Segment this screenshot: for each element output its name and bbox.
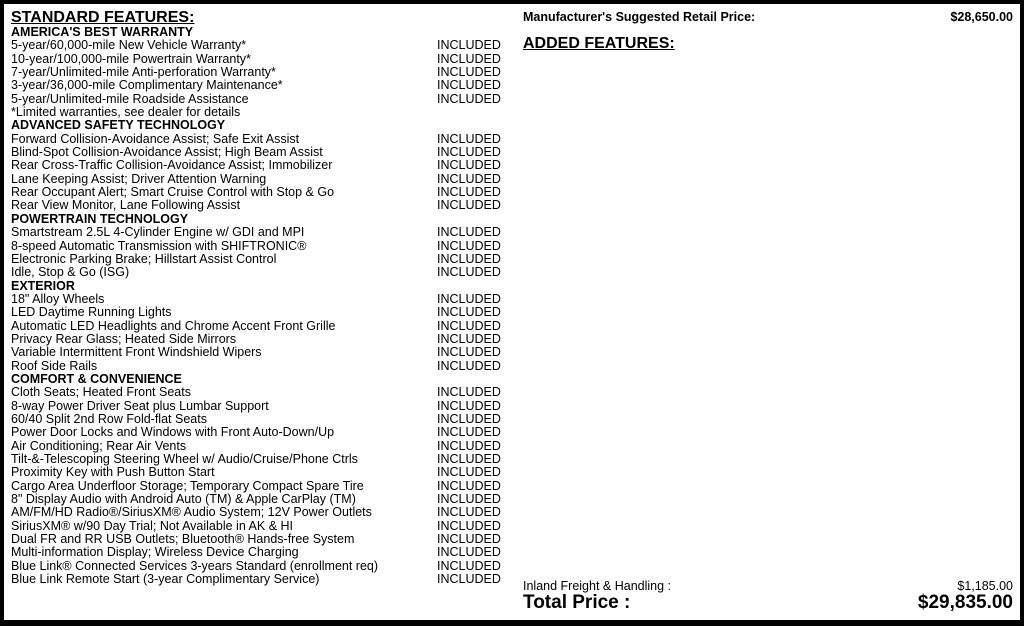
feature-row <box>11 226 506 239</box>
feature-row <box>11 199 506 212</box>
feature-row <box>11 440 506 453</box>
feature-status: INCLUDED <box>437 478 501 493</box>
feature-row <box>11 466 506 479</box>
feature-row <box>11 346 506 359</box>
feature-label: Blue Link® Connected Services 3-years Standard (enrollment req) <box>11 558 379 573</box>
feature-label: Privacy Rear Glass; Heated Side Mirrors <box>11 331 237 346</box>
feature-row <box>11 79 506 92</box>
feature-row <box>11 293 506 306</box>
section-heading <box>11 373 506 386</box>
feature-status: INCLUDED <box>437 78 501 93</box>
feature-label: Rear Occupant Alert; Smart Cruise Control with Stop & Go <box>11 185 335 200</box>
section-heading-label: COMFORT & CONVENIENCE <box>11 371 182 386</box>
feature-status: INCLUDED <box>437 465 501 480</box>
feature-status: INCLUDED <box>437 518 501 533</box>
feature-row <box>11 173 506 186</box>
feature-label: 7-year/Unlimited-mile Anti-perforation Warranty* <box>11 65 276 80</box>
feature-label: 3-year/36,000-mile Complimentary Maintenance* <box>11 78 283 93</box>
feature-status: INCLUDED <box>437 318 501 333</box>
feature-label: Rear View Monitor, Lane Following Assist <box>11 198 241 213</box>
feature-label: Power Door Locks and Windows with Front Auto-Down/Up <box>11 425 335 440</box>
feature-status: INCLUDED <box>437 198 501 213</box>
feature-label: 5-year/60,000-mile New Vehicle Warranty* <box>11 38 247 53</box>
feature-row <box>11 400 506 413</box>
feature-row <box>11 506 506 519</box>
feature-label: Cloth Seats; Heated Front Seats <box>11 385 191 400</box>
feature-row <box>11 186 506 199</box>
feature-status: INCLUDED <box>437 558 501 573</box>
feature-label: 5-year/Unlimited-mile Roadside Assistance <box>11 91 249 106</box>
feature-label: 60/40 Split 2nd Row Fold-flat Seats <box>11 411 207 426</box>
window-sticker <box>4 4 1020 620</box>
feature-status: INCLUDED <box>437 438 501 453</box>
feature-row <box>11 560 506 573</box>
feature-row <box>11 53 506 66</box>
feature-row <box>11 159 506 172</box>
feature-label: 8" Display Audio with Android Auto (TM) & Apple CarPlay (TM) <box>11 492 356 507</box>
feature-status: INCLUDED <box>437 572 501 587</box>
feature-label: Smartstream 2.5L 4-Cylinder Engine w/ GDI and MPI <box>11 225 305 240</box>
feature-status: INCLUDED <box>437 171 501 186</box>
feature-status: INCLUDED <box>437 38 501 53</box>
feature-label: Multi-information Display; Wireless Device Charging <box>11 545 299 560</box>
feature-status: INCLUDED <box>437 145 501 160</box>
feature-status: INCLUDED <box>437 65 501 80</box>
feature-label: Electronic Parking Brake; Hillstart Assist Control <box>11 251 277 266</box>
feature-label: LED Daytime Running Lights <box>11 305 172 320</box>
feature-row <box>11 93 506 106</box>
feature-label: Blue Link Remote Start (3-year Complimentary Service) <box>11 572 320 587</box>
added-features-title: ADDED FEATURES: <box>523 35 675 52</box>
feature-label: Idle, Stop & Go (ISG) <box>11 265 130 280</box>
feature-status: INCLUDED <box>437 185 501 200</box>
feature-status: INCLUDED <box>437 131 501 146</box>
feature-status: INCLUDED <box>437 51 501 66</box>
feature-label: SiriusXM® w/90 Day Trial; Not Available in AK & HI <box>11 518 294 533</box>
section-heading-label: EXTERIOR <box>11 278 75 293</box>
section-heading <box>11 213 506 226</box>
feature-label: Forward Collision-Avoidance Assist; Safe Exit Assist <box>11 131 300 146</box>
feature-row <box>11 240 506 253</box>
feature-status: INCLUDED <box>437 492 501 507</box>
feature-label: Lane Keeping Assist; Driver Attention Warning <box>11 171 267 186</box>
total-price-label: Total Price : <box>523 592 631 613</box>
feature-status: INCLUDED <box>437 158 501 173</box>
feature-row <box>11 320 506 333</box>
feature-row <box>11 146 506 159</box>
feature-row <box>11 360 506 373</box>
feature-label: 10-year/100,000-mile Powertrain Warranty* <box>11 51 251 66</box>
feature-row <box>11 573 506 586</box>
feature-status: INCLUDED <box>437 545 501 560</box>
freight-label: Inland Freight & Handling : <box>523 579 672 593</box>
section-heading <box>11 280 506 293</box>
feature-label: Proximity Key with Push Button Start <box>11 465 215 480</box>
feature-row <box>11 480 506 493</box>
feature-sections <box>11 26 506 586</box>
section-heading <box>11 26 506 39</box>
standard-features-column <box>11 10 506 586</box>
feature-label: Cargo Area Underfloor Storage; Temporary Compact Spare Tire <box>11 478 364 493</box>
feature-row <box>11 386 506 399</box>
total-price-value: $29,835.00 <box>917 592 1013 613</box>
feature-status: INCLUDED <box>437 411 501 426</box>
feature-status: INCLUDED <box>437 265 501 280</box>
feature-status: INCLUDED <box>437 291 501 306</box>
feature-status: INCLUDED <box>437 331 501 346</box>
feature-label: *Limited warranties, see dealer for details <box>11 105 241 120</box>
feature-row <box>11 253 506 266</box>
feature-row <box>11 546 506 559</box>
section-heading <box>11 119 506 132</box>
feature-status: INCLUDED <box>437 452 501 466</box>
feature-row <box>11 333 506 346</box>
feature-label: Variable Intermittent Front Windshield Wipers <box>11 345 262 360</box>
feature-status: INCLUDED <box>437 385 501 400</box>
feature-row <box>11 426 506 439</box>
feature-row <box>11 533 506 546</box>
feature-status: INCLUDED <box>437 251 501 266</box>
feature-row <box>11 520 506 533</box>
feature-label: Blind-Spot Collision-Avoidance Assist; High Beam Assist <box>11 145 323 160</box>
msrp-label: Manufacturer's Suggested Retail Price: <box>523 10 756 24</box>
feature-label: Dual FR and RR USB Outlets; Bluetooth® Hands-free System <box>11 532 355 547</box>
feature-label: 8-speed Automatic Transmission with SHIFTRONIC® <box>11 238 307 253</box>
freight-value: $1,185.00 <box>957 579 1013 593</box>
feature-row <box>11 266 506 279</box>
feature-label: Automatic LED Headlights and Chrome Accent Front Grille <box>11 318 336 333</box>
feature-row <box>11 133 506 146</box>
feature-row <box>11 453 506 466</box>
feature-row <box>11 106 506 119</box>
section-heading-label: AMERICA'S BEST WARRANTY <box>11 25 194 39</box>
feature-status: INCLUDED <box>437 505 501 520</box>
feature-label: Air Conditioning; Rear Air Vents <box>11 438 187 453</box>
feature-status: INCLUDED <box>437 532 501 547</box>
feature-label: Tilt-&-Telescoping Steering Wheel w/ Audio/Cruise/Phone Ctrls <box>11 452 358 466</box>
feature-label: 18" Alloy Wheels <box>11 291 105 306</box>
feature-status: INCLUDED <box>437 305 501 320</box>
feature-label: Roof Side Rails <box>11 358 98 373</box>
msrp-value: $28,650.00 <box>950 10 1013 24</box>
feature-label: AM/FM/HD Radio®/SiriusXM® Audio System; 12V Power Outlets <box>11 505 372 520</box>
feature-status: INCLUDED <box>437 91 501 106</box>
feature-row <box>11 66 506 79</box>
section-heading-label: POWERTRAIN TECHNOLOGY <box>11 211 189 226</box>
feature-status: INCLUDED <box>437 238 501 253</box>
feature-label: 8-way Power Driver Seat plus Lumbar Support <box>11 398 269 413</box>
feature-row <box>11 413 506 426</box>
feature-row <box>11 39 506 52</box>
feature-row <box>11 306 506 319</box>
section-heading-label: ADVANCED SAFETY TECHNOLOGY <box>11 118 226 133</box>
feature-row <box>11 493 506 506</box>
feature-status: INCLUDED <box>437 398 501 413</box>
feature-status: INCLUDED <box>437 358 501 373</box>
feature-label: Rear Cross-Traffic Collision-Avoidance Assist; Immobilizer <box>11 158 333 173</box>
feature-status: INCLUDED <box>437 425 501 440</box>
standard-features-title: STANDARD FEATURES: <box>11 9 195 26</box>
feature-status: INCLUDED <box>437 225 501 240</box>
feature-status: INCLUDED <box>437 345 501 360</box>
